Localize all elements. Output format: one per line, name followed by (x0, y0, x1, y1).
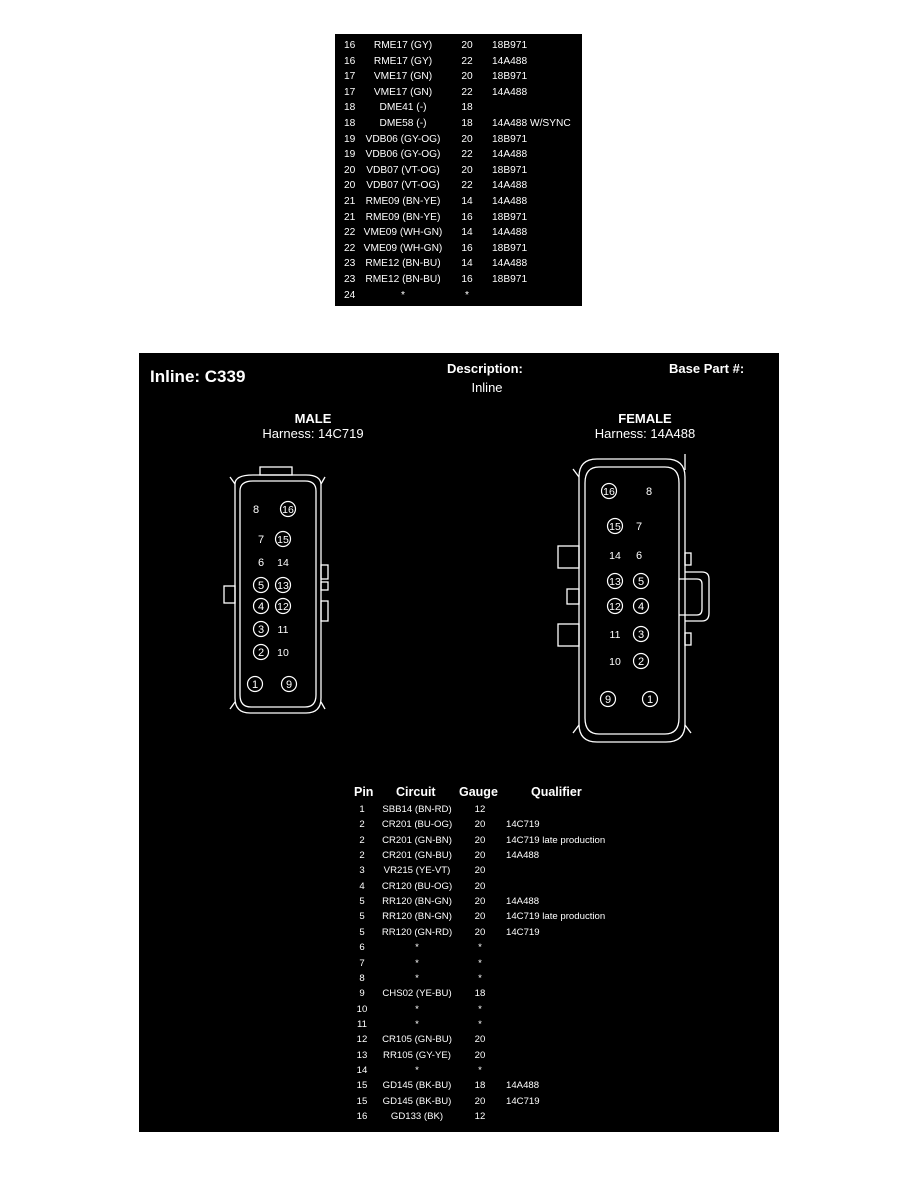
description-value: Inline (471, 380, 503, 395)
pin-cell: 10 (356, 1003, 368, 1015)
connector-panel (139, 353, 779, 1132)
circuit-cell: CHS02 (YE-BU) (382, 988, 452, 1000)
table-row (139, 1078, 779, 1093)
circuit-cell: RME09 (BN-YE) (365, 211, 441, 223)
qualifier-cell: 18B971 (492, 40, 528, 51)
top-pin-table (335, 34, 582, 306)
female-pin (646, 486, 652, 498)
female-pin-number: 8 (645, 486, 653, 498)
male-pin (258, 557, 264, 569)
pin-cell: 5 (359, 896, 365, 908)
table-row (335, 194, 582, 209)
pin-cell: 20 (344, 164, 356, 176)
circuit-cell: CR201 (BU-OG) (381, 819, 453, 831)
qualifier-cell: 14A488 W/SYNC (492, 118, 571, 129)
table-row (335, 85, 582, 100)
table-row (139, 1032, 779, 1047)
circuit-cell: RME12 (BN-BU) (365, 258, 441, 270)
table-row (139, 1002, 779, 1017)
pin-cell: 11 (357, 1018, 367, 1030)
gauge-cell: 20 (474, 926, 486, 938)
pin-cell: 17 (344, 71, 356, 83)
gauge-cell: 20 (461, 133, 473, 145)
circuit-cell: * (415, 1064, 419, 1076)
gauge-cell: * (478, 1064, 482, 1076)
table-row (139, 971, 779, 986)
circuit-cell: VME09 (WH-GN) (363, 242, 443, 254)
pin-cell: 16 (344, 55, 356, 67)
header-qualifier: Qualifier (531, 785, 582, 799)
pin-cell: 2 (359, 850, 365, 862)
qualifier-cell: 14A488 (506, 896, 540, 908)
circuit-cell: RR120 (BN-GN) (382, 896, 452, 908)
gauge-cell: 20 (474, 834, 486, 846)
male-pin-number: 9 (285, 679, 293, 691)
pin-cell: 21 (344, 196, 356, 207)
male-pin (253, 504, 259, 516)
female-pin-number: 6 (635, 550, 643, 562)
table-row (335, 163, 582, 178)
pin-cell: 23 (344, 258, 356, 270)
table-row (335, 116, 582, 131)
male-pin (282, 677, 297, 692)
female-pin-number: 1 (646, 694, 654, 706)
gauge-cell: 14 (461, 196, 473, 207)
female-pin-number: 15 (609, 521, 621, 533)
female-pin (609, 550, 621, 562)
gauge-cell: * (478, 942, 482, 954)
female-pin-number: 12 (609, 601, 621, 613)
pin-cell: 19 (344, 133, 356, 145)
circuit-cell: * (415, 972, 419, 984)
table-row (335, 100, 582, 115)
qualifier-cell: 14A488 (492, 86, 528, 98)
female-pin (601, 692, 616, 707)
circuit-cell: DME58 (-) (379, 118, 427, 129)
gauge-cell: 18 (474, 1080, 486, 1092)
gauge-cell: * (478, 972, 482, 984)
gauge-cell: 20 (474, 896, 486, 908)
female-pin (634, 599, 649, 614)
qualifier-cell: 18B971 (492, 133, 528, 145)
male-pin-number: 12 (277, 601, 289, 613)
table-row (139, 802, 779, 817)
gauge-cell: 18 (474, 988, 486, 1000)
female-pin (608, 574, 623, 589)
male-pin-number: 6 (257, 557, 265, 569)
table-row (139, 863, 779, 878)
circuit-cell: VDB06 (GY-OG) (365, 133, 441, 145)
pin-cell: 18 (344, 102, 356, 114)
gauge-cell: 20 (474, 1095, 486, 1107)
male-header (243, 411, 383, 441)
female-pin (643, 692, 658, 707)
gauge-cell: * (478, 1003, 482, 1015)
circuit-cell: VME09 (WH-GN) (363, 227, 443, 239)
female-connector-housing (558, 454, 709, 742)
circuit-cell: CR201 (GN-BN) (382, 834, 452, 846)
qualifier-cell: 18B971 (492, 71, 528, 83)
table-row (335, 256, 582, 271)
base-part-label: Base Part #: (669, 361, 745, 376)
pin-cell: 17 (344, 86, 356, 98)
male-pin (277, 647, 289, 659)
table-row (139, 1063, 779, 1078)
qualifier-cell: 14C719 late production (506, 834, 606, 846)
gauge-cell: 20 (474, 865, 486, 877)
table-row (335, 38, 582, 53)
female-pin (634, 574, 649, 589)
pin-cell: 19 (344, 149, 356, 161)
gauge-cell: 22 (461, 180, 473, 192)
circuit-cell: GD145 (BK-BU) (382, 1095, 452, 1107)
qualifier-cell: 14C719 (506, 1095, 540, 1107)
gauge-cell: 20 (474, 1034, 486, 1046)
gauge-cell: 22 (461, 55, 473, 67)
male-pin (254, 622, 269, 637)
pin-cell: 15 (356, 1080, 368, 1092)
table-row (139, 1094, 779, 1109)
circuit-cell: VME17 (GN) (373, 71, 433, 83)
table-row (335, 225, 582, 240)
qualifier-cell: 14A488 (492, 196, 528, 207)
table-row (139, 894, 779, 909)
pin-cell: 12 (356, 1034, 368, 1046)
circuit-cell: RME17 (GY) (373, 55, 433, 67)
pin-cell: 5 (359, 911, 365, 923)
qualifier-cell: 18B971 (492, 274, 528, 285)
table-row (139, 833, 779, 848)
gauge-cell: 22 (461, 86, 473, 98)
circuit-cell: GD133 (BK) (390, 1111, 444, 1122)
gauge-cell: * (478, 957, 482, 969)
male-pin-number: 3 (257, 624, 265, 636)
table-row (139, 940, 779, 955)
female-pin (634, 654, 649, 669)
male-pin-number: 4 (257, 601, 265, 613)
table-row (139, 956, 779, 971)
gauge-cell: 20 (474, 1049, 486, 1061)
gauge-cell: 20 (461, 71, 473, 83)
circuit-cell: * (415, 957, 419, 969)
table-row (139, 925, 779, 940)
male-pin-number: 8 (252, 504, 260, 516)
male-title: MALE (294, 411, 332, 426)
pin-cell: 18 (344, 118, 356, 129)
gauge-cell: 16 (461, 211, 473, 223)
male-pin (281, 502, 296, 517)
female-title: FEMALE (618, 411, 672, 426)
table-row (335, 54, 582, 69)
circuit-cell: DME41 (-) (379, 102, 427, 114)
gauge-cell: 16 (461, 274, 473, 285)
circuit-cell: * (415, 1003, 419, 1015)
female-pin (636, 521, 642, 533)
male-pin (276, 599, 291, 614)
male-pin (258, 534, 264, 546)
header-gauge: Gauge (459, 785, 498, 799)
pin-cell: 16 (356, 1111, 368, 1122)
pin-cell: 24 (344, 289, 356, 301)
qualifier-cell: 14A488 (506, 850, 540, 862)
circuit-cell: VDB07 (VT-OG) (366, 180, 440, 192)
qualifier-cell: 18B971 (492, 164, 528, 176)
female-pin-number: 13 (609, 576, 621, 588)
connector-title: Inline: C339 (150, 367, 246, 386)
gauge-cell: 16 (461, 242, 473, 254)
pin-cell: 15 (356, 1095, 368, 1107)
table-row (335, 178, 582, 193)
male-pin (278, 624, 289, 636)
qualifier-cell: 14A488 (492, 258, 528, 270)
table-row (139, 1017, 779, 1032)
gauge-cell: 20 (474, 880, 486, 892)
gauge-cell: 20 (474, 850, 486, 862)
gauge-cell: 20 (474, 819, 486, 831)
header-circuit: Circuit (396, 785, 436, 799)
pin-cell: 5 (359, 926, 365, 938)
table-row (139, 1048, 779, 1063)
male-pin-number: 16 (282, 504, 294, 516)
male-pin (248, 677, 263, 692)
circuit-cell: RR120 (BN-GN) (382, 911, 452, 923)
female-pin-number: 10 (609, 656, 621, 668)
gauge-cell: 18 (461, 102, 473, 114)
female-pin (608, 519, 623, 534)
male-pin-number: 11 (277, 624, 289, 636)
female-pin (602, 484, 617, 499)
male-pin (277, 557, 289, 569)
circuit-cell: GD145 (BK-BU) (382, 1080, 452, 1092)
circuit-cell: VDB06 (GY-OG) (365, 149, 441, 161)
qualifier-cell: 14A488 (492, 55, 528, 67)
male-connector-housing (224, 467, 328, 713)
pin-cell: 21 (344, 211, 356, 223)
qualifier-cell: 14C719 (506, 926, 540, 938)
pin-cell: 9 (359, 988, 365, 1000)
female-harness: Harness: 14A488 (594, 426, 696, 441)
circuit-cell: * (401, 289, 405, 301)
female-pin (609, 656, 621, 668)
table-row (335, 272, 582, 287)
female-header (575, 411, 715, 441)
female-pin-number: 9 (604, 694, 612, 706)
qualifier-cell: 14A488 (492, 227, 528, 239)
gauge-cell: 14 (461, 258, 473, 270)
header-pin: Pin (354, 785, 374, 799)
gauge-cell: 14 (461, 227, 473, 239)
pin-cell: 22 (344, 227, 356, 239)
female-pin (634, 627, 649, 642)
gauge-cell: 20 (461, 40, 473, 51)
gauge-cell: * (478, 1018, 482, 1030)
circuit-cell: CR105 (GN-BU) (382, 1034, 452, 1046)
table-row (139, 909, 779, 924)
male-pin-layout (248, 502, 297, 692)
female-pin-number: 4 (637, 601, 645, 613)
table-row (335, 69, 582, 84)
circuit-cell: CR201 (GN-BU) (382, 850, 452, 862)
gauge-cell: 20 (461, 164, 473, 176)
qualifier-cell: 14C719 (506, 819, 540, 831)
male-pin-number: 15 (277, 534, 289, 546)
female-pin-number: 5 (637, 576, 645, 588)
female-pin (608, 599, 623, 614)
pin-cell: 6 (359, 942, 365, 954)
male-pin-number: 14 (277, 557, 289, 569)
table-row (335, 241, 582, 256)
qualifier-cell: 14A488 (492, 149, 528, 161)
table-row (139, 986, 779, 1001)
qualifier-cell: 14A488 (506, 1080, 540, 1092)
gauge-cell: 12 (474, 1111, 486, 1122)
qualifier-cell: 18B971 (492, 242, 528, 254)
circuit-cell: * (415, 942, 419, 954)
male-pin (276, 532, 291, 547)
pin-cell: 3 (359, 865, 365, 877)
male-pin (254, 599, 269, 614)
gauge-cell: * (465, 289, 469, 301)
table-row (335, 147, 582, 162)
pin-cell: 20 (344, 180, 356, 192)
female-pin (636, 550, 642, 562)
male-pin-number: 5 (257, 580, 265, 592)
qualifier-cell: 14A488 (492, 180, 528, 192)
female-pin-number: 7 (635, 521, 643, 533)
male-pin-number: 2 (257, 647, 265, 659)
circuit-cell: RME17 (GY) (373, 40, 433, 51)
female-pin-number: 3 (637, 629, 645, 641)
pin-cell: 2 (359, 819, 365, 831)
circuit-cell: RME09 (BN-YE) (365, 196, 441, 207)
male-pin-number: 7 (257, 534, 265, 546)
qualifier-cell: 18B971 (492, 211, 528, 223)
circuit-cell: RR120 (GN-RD) (381, 926, 453, 938)
qualifier-cell: 14C719 late production (506, 911, 606, 923)
pin-cell: 7 (359, 957, 365, 969)
pin-cell: 22 (344, 242, 356, 254)
pin-cell: 2 (359, 834, 365, 846)
pin-cell: 4 (359, 880, 365, 892)
female-pin (610, 629, 621, 641)
gauge-cell: 20 (474, 911, 486, 923)
table-row (139, 879, 779, 894)
female-pin-number: 11 (609, 629, 621, 641)
gauge-cell: 12 (474, 804, 486, 815)
table-row (139, 1109, 779, 1124)
pin-cell: 16 (344, 40, 356, 51)
circuit-cell: RME12 (BN-BU) (365, 274, 441, 285)
male-pin-number: 1 (251, 679, 259, 691)
male-pin-number: 10 (277, 647, 289, 659)
table-row (335, 210, 582, 225)
pin-cell: 13 (356, 1049, 368, 1061)
table-row (139, 817, 779, 832)
pin-cell: 8 (359, 972, 365, 984)
male-pin (276, 578, 291, 593)
female-pin-layout (601, 484, 658, 707)
circuit-cell: CR120 (BU-OG) (381, 880, 453, 892)
female-pin-number: 2 (637, 656, 645, 668)
pin-cell: 1 (359, 804, 365, 815)
male-harness: Harness: 14C719 (262, 426, 364, 441)
gauge-cell: 18 (461, 118, 473, 129)
table-row (139, 848, 779, 863)
circuit-cell: RR105 (GY-YE) (383, 1049, 451, 1061)
pin-cell: 14 (356, 1064, 368, 1076)
table-row (335, 288, 582, 303)
circuit-cell: SBB14 (BN-RD) (382, 804, 452, 815)
circuit-cell: VME17 (GN) (373, 86, 433, 98)
male-pin (254, 645, 269, 660)
description-label: Description: (447, 361, 523, 376)
male-pin (254, 578, 269, 593)
male-pin-number: 13 (277, 580, 289, 592)
gauge-cell: 22 (461, 149, 473, 161)
table-row (335, 132, 582, 147)
circuit-cell: * (415, 1018, 419, 1030)
pin-cell: 23 (344, 274, 356, 285)
female-pin-number: 16 (603, 486, 615, 498)
circuit-cell: VDB07 (VT-OG) (366, 164, 440, 176)
circuit-cell: VR215 (YE-VT) (383, 865, 451, 877)
female-pin-number: 14 (609, 550, 621, 562)
